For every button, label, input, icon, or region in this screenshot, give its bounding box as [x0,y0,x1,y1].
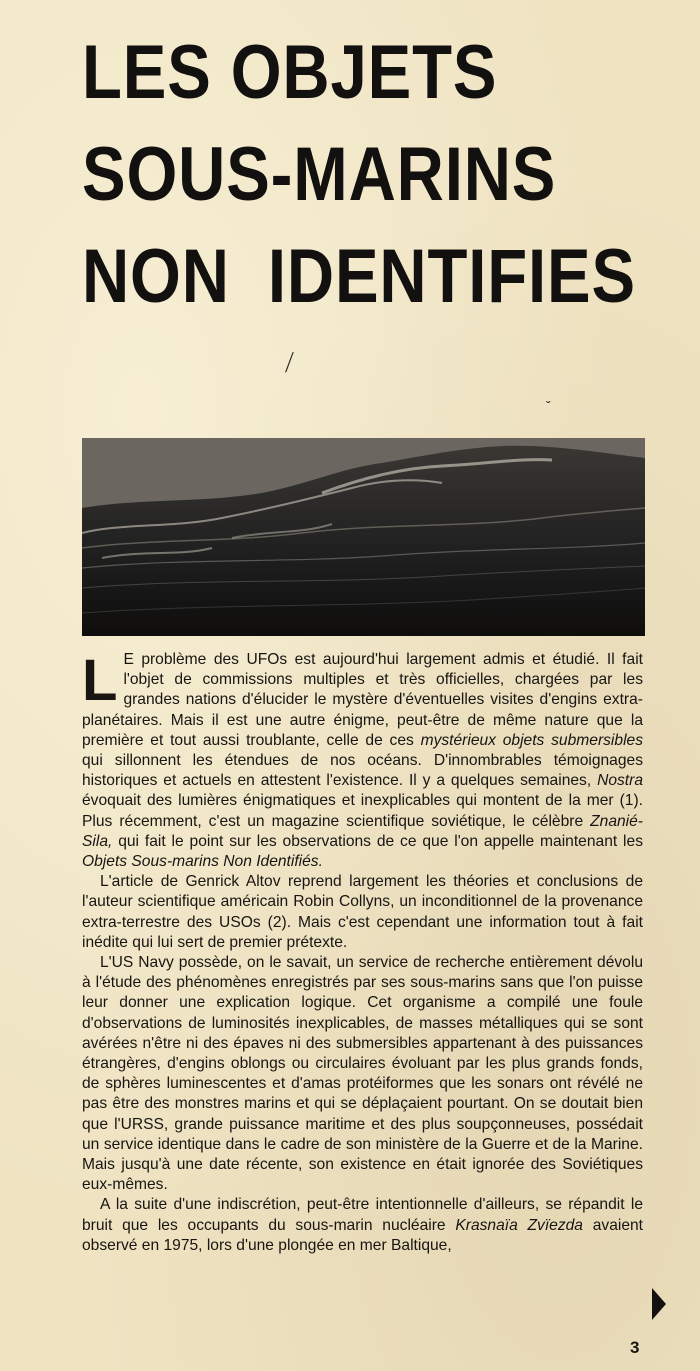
text-run: qui fait le point sur les observations de ce que l'on appelle maintenant les [112,832,643,850]
text-run: E problème des UFOs est aujourd'hui largement admis et étudié. Il fait l'objet de commissions multiples et très officielles, chargées par les grandes nations d'élucider le mystère d'éventuelles visites d'engins extra-planétaires. Mais il est une autre énigme, peut-être de même nature que la première et tout aussi troublante, celle de ces [82,651,643,749]
text-run: avaient observé en 1975, lors d'une plongée en mer Baltique, [82,1216,644,1254]
text-run: évoquait des lumières énigmatiques et inexplicables qui montent de la mer (1). Plus récemment, c'est un magazine scientifique soviétique, le célèbre [82,792,643,830]
paragraph-4 [82,1195,643,1256]
text-run: A la suite d'une indiscrétion, peut-être intentionnelle d'ailleurs, se répandit le bruit que les occupants du sous-marin nucléaire [82,1196,643,1234]
article-body [82,650,643,1256]
drop-cap: L [82,648,118,713]
italic-phrase: Nostra [597,772,643,790]
paragraph-4-text [82,1196,643,1253]
paragraph-2: L'article de Genrick Altov reprend largement les théories et conclusions de l'auteur scientifique américain Robin Collyns, un inconditionnel de la provenance extra-terrestre des USOs (2). Mais c'est cependant une information tout à fait inédite qui lui sert de premier prétexte. [82,873,643,951]
page-number: 3 [630,1338,640,1357]
headline-line-3: NON IDENTIFIES [82,234,636,319]
italic-phrase: Objets Sous-marins Non Identifiés. [82,853,323,871]
italic-phrase: Krasnaïa Zvïezda [455,1216,583,1234]
paragraph-3: L'US Navy possède, on le savait, un service de recherche entièrement dévolu à l'étude des phénomènes enregistrés par ses sous-marins sans que l'on puisse leur donner une explication logique. Cet organisme a compilé une foule d'observations de luminosités inexplicables, de masses métalliques qui se sont avérées n'être ni des épaves ni des submersibles appartenant à des puissances étrangères, d'engins oblongs ou circulaires évoluant par les plus grands fonds, de sphères luminescentes et d'amas protéiformes que les sonars ont révélé ne pas être des monstres marins et qui se déplaçaient pourtant. On se doutait bien que l'URSS, grande puissance maritime et des plus soupçonneuses, possédait un service identique dans le cadre de son ministère de la Guerre et de la Marine. Mais jusqu'à une date récente, son existence en était ignorée des Soviétiques eux-mêmes. [82,954,643,1194]
continue-arrow-icon [652,1288,666,1320]
text-run: qui sillonnent les étendues de nos océans. D'innombrables témoignages historiques et actuels en attestent l'existence. Il y a quelques semaines, [82,752,643,790]
paragraph-1 [82,650,643,872]
sea-waves-illustration [82,438,645,636]
sea-waves-photo [82,438,645,636]
headline [82,22,636,328]
italic-phrase: mystérieux objets submersibles [420,731,644,749]
headline-line-1: LES OBJETS [82,30,498,115]
seagull-icon-small: ˇ [546,398,551,414]
paragraph-1-text [82,648,644,871]
headline-line-2: SOUS-MARINS [82,132,557,217]
italic-phrase: Znanié-Sila, [82,812,643,850]
seagull-icon: ⟋ [278,348,302,377]
